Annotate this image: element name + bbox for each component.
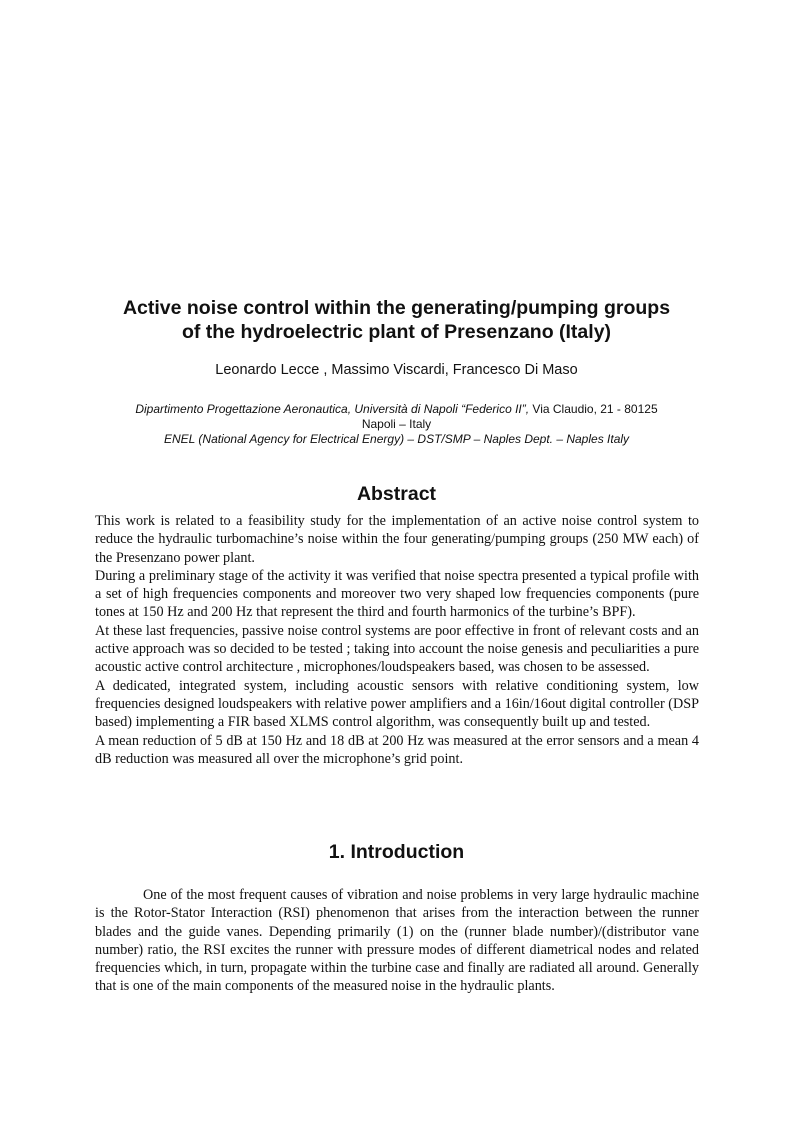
affiliation-line-2: Napoli – Italy: [361, 417, 432, 431]
author-list: Leonardo Lecce , Massimo Viscardi, Francesco Di Maso: [215, 362, 578, 378]
abstract-paragraph: A mean reduction of 5 dB at 150 Hz and 18 dB at 200 Hz was measured at the error sensors and a mean 4 dB reduction was measured all over the microphone’s grid point.: [95, 732, 699, 767]
introduction-paragraph: One of the most frequent causes of vibration and noise problems in very large hydraulic machine is the Rotor-Stator Interaction (RSI) phenomenon that arises from the interaction between the runner blades and the guide vanes. Depending primarily (1) on the (runner blade number)/(distributor vane number) ratio, the RSI excites the runner with pressure modes of different diametrical nodes and related frequencies which, in turn, propagate within the turbine case and finally are radiated all around. Generally that is one of the main components of the measured noise in the hydraulic plants.: [95, 887, 699, 995]
introduction-body: [95, 886, 699, 996]
title-line-1: Active noise control within the generating/pumping groups: [122, 297, 671, 319]
abstract-heading: Abstract: [356, 483, 437, 505]
abstract-paragraph: At these last frequencies, passive noise control systems are poor effective in front of relevant costs and an active approach was so decided to be tested ; taking into account the noise genesis and peculiarities a pure acoustic active control architecture , microphones/loudspeakers based, was chosen to be assessed.: [95, 622, 699, 676]
affiliations: [80, 402, 713, 447]
paper-title: [60, 296, 733, 344]
abstract-paragraph: This work is related to a feasibility study for the implementation of an active noise control system to reduce the hydraulic turbomachine’s noise within the four generating/pumping groups (250 MW each) of the Presenzano power plant.: [95, 513, 699, 566]
affiliation-address: Via Claudio, 21 - 80125: [529, 402, 658, 416]
abstract-body: [95, 512, 699, 768]
abstract-paragraph: A dedicated, integrated system, including acoustic sensors with relative conditioning system, low frequencies designed loudspeakers with relative power amplifiers and a 16in/16out digital controller (DSP based) implementing a FIR based XLMS control algorithm, was consequently built up and tested.: [95, 677, 699, 731]
title-line-2: of the hydroelectric plant of Presenzano (Italy): [181, 321, 612, 343]
affiliation-line-3: ENEL (National Agency for Electrical Energy) – DST/SMP – Naples Dept. – Naples Italy: [163, 432, 630, 446]
affiliation-department: Dipartimento Progettazione Aeronautica, Università di Napoli “Federico II”,: [135, 402, 530, 416]
affiliation-line-1: [80, 402, 713, 417]
introduction-heading: 1. Introduction: [328, 841, 465, 863]
abstract-paragraph: During a preliminary stage of the activity it was verified that noise spectra presented a typical profile with a set of high frequencies components and moreover two very shaped low frequencies components (pure tones at 150 Hz and 200 Hz that represent the third and fourth harmonics of the turbine’s BPF).: [95, 567, 699, 621]
